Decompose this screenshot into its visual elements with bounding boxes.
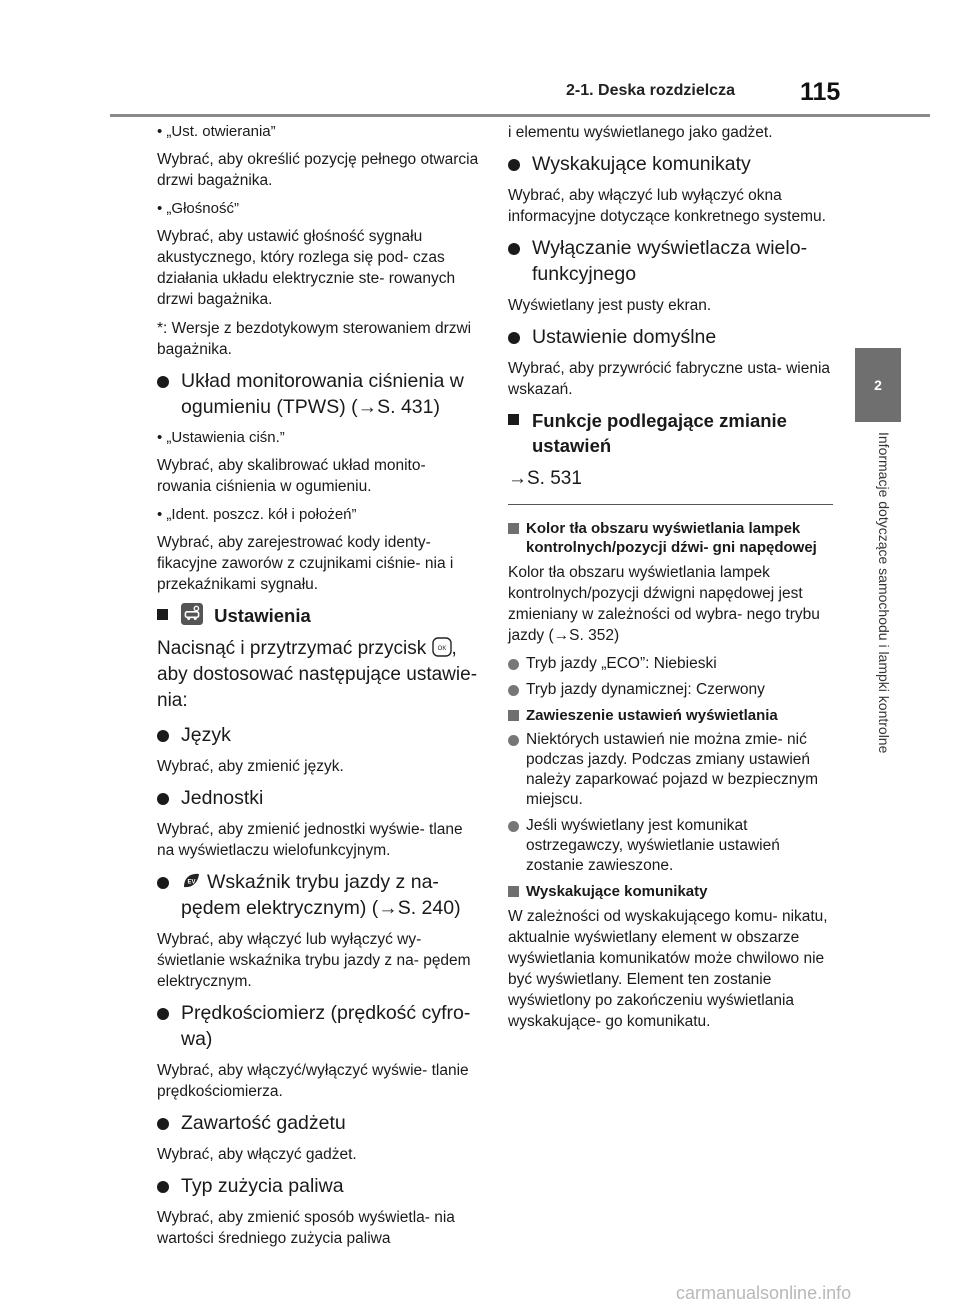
gadget-desc: Wybrać, aby włączyć gadżet. [157,1146,357,1163]
bullet-dot-icon [508,685,519,696]
speedometer-desc: Wybrać, aby włączyć/wyłączyć wyświe- tlanie prędkościomierza. [157,1062,469,1100]
heading-popups: Wyskakujące komunikaty [508,151,833,177]
heading-ev-indicator: EV Wskaźnik trybu jazdy z na- pędem elektrycznym) (→S. 240) [157,869,479,921]
settings-instruction: Nacisnąć i przytrzymać przycisk OK , aby dostosować następujące ustawie- nia: [157,638,478,711]
chapter-tab-label: Informacje dotyczące samochodu i lampki kontrolne [876,432,892,754]
option-volume: • „Głośność” [157,200,239,217]
square-bullet-icon [508,710,519,721]
bullet-dot-icon [157,793,169,805]
bullet-dot-icon [157,1181,169,1193]
option-pressure-settings-desc: Wybrać, aby skalibrować układ monito- rowania ciśnienia w ogumieniu. [157,457,426,495]
units-desc: Wybrać, aby zmienić jednostki wyświe- tlane na wyświetlaczu wielofunkcyjnym. [157,821,463,859]
list-item: Jeśli wyświetlany jest komunikat ostrzegawczy, wyświetlanie ustawień zostanie zawieszone. [508,816,833,876]
bullet-dot-icon [508,332,520,344]
heading-units: Jednostki [157,785,479,811]
header-divider [110,114,930,117]
option-volume-desc: Wybrać, aby ustawić głośność sygnału akustycznego, który rozlega się pod- czas działania układu elektrycznie ste- rowanych drzwi bagażnika. [157,228,456,308]
option-opening-position-desc: Wybrać, aby określić pozycję pełnego otwarcia drzwi bagażnika. [157,151,479,189]
square-bullet-icon [508,414,519,425]
option-pressure-settings: • „Ustawienia ciśn.” [157,429,285,446]
right-column [508,122,833,1040]
functions-reference[interactable]: →S. 531 [508,468,582,489]
subheading-suspension: Zawieszenie ustawień wyświetlania [508,706,833,725]
section-divider [508,504,833,505]
heading-language: Język [157,722,479,748]
background-color-desc: Kolor tła obszaru wyświetlania lampek kontrolnych/pozycji dźwigni napędowej jest zmieniany w zależności od wybra- nego trybu jazdy (→S. 352) [508,564,820,644]
chapter-tab-number[interactable]: 2 [855,348,901,422]
heading-settings: Ustawienia [157,603,479,628]
option-wheel-id-desc: Wybrać, aby zarejestrować kody identy- fikacyjne zaworów z czujnikami ciśnie- nia i przekaźnikami sygnału. [157,534,454,593]
default-desc: Wybrać, aby przywrócić fabryczne usta- wienia wskazań. [508,360,831,398]
footnote: *: Wersje z bezdotykowym sterowaniem drzwi bagażnika. [157,320,472,358]
page-number: 115 [800,78,841,106]
bullet-dot-icon [508,735,519,746]
bullet-dot-icon [508,821,519,832]
bullet-dot-icon [157,1008,169,1020]
ev-indicator-icon [181,871,201,891]
mfd-off-desc: Wyświetlany jest pusty ekran. [508,297,712,314]
fuel-type-desc-cont: i elementu wyświetlanego jako gadżet. [508,124,773,141]
bullet-dot-icon [157,1118,169,1130]
heading-customizable-functions: Funkcje podlegające zmianie ustawień [508,408,833,458]
list-item: Niektórych ustawień nie można zmie- nić podczas jazdy. Podczas zmiany ustawień należy zaparkować pojazd w bezpiecznym miejscu. [508,730,833,810]
bullet-dot-icon [508,659,519,670]
subheading-background-color: Kolor tła obszaru wyświetlania lampek kontrolnych/pozycji dźwi- gni napędowej [508,519,833,557]
heading-gadget: Zawartość gadżetu [157,1110,479,1136]
heading-speedometer: Prędkościomierz (prędkość cyfro- wa) [157,1000,479,1052]
bullet-dot-icon [508,243,520,255]
ev-indicator-desc: Wybrać, aby włączyć lub wyłączyć wy- świetlanie wskaźnika trybu jazdy z na- pędem elektrycznym. [157,931,471,990]
fuel-type-desc: Wybrać, aby zmienić sposób wyświetla- nia wartości średniego zużycia paliwa [157,1209,455,1247]
heading-tpws: Układ monitorowania ciśnienia w ogumieniu (TPWS) (→S. 431) [157,368,479,420]
watermark: carmanualsonline.info [676,1283,852,1303]
bullet-dot-icon [157,877,169,889]
bullet-dot-icon [157,376,169,388]
popups-desc: Wybrać, aby włączyć lub wyłączyć okna informacyjne dotyczące konkretnego systemu. [508,187,826,225]
svg-text:OK: OK [437,646,446,652]
list-item: Tryb jazdy dynamicznej: Czerwony [508,680,833,700]
option-opening-position: • „Ust. otwierania” [157,123,276,140]
settings-car-icon [181,603,203,625]
language-desc: Wybrać, aby zmienić język. [157,758,344,775]
square-bullet-icon [157,609,168,620]
ok-button-icon [432,637,452,657]
square-bullet-icon [508,886,519,897]
svg-text:EV: EV [187,879,196,886]
subheading-popups: Wyskakujące komunikaty [508,882,833,901]
section-title: 2-1. Deska rozdzielcza [566,82,735,99]
option-wheel-id: • „Ident. poszcz. kół i położeń” [157,506,357,523]
left-column [157,122,479,1257]
heading-default: Ustawienie domyślne [508,324,833,350]
bullet-dot-icon [157,730,169,742]
bullet-dot-icon [508,159,520,171]
popups-note-desc: W zależności od wyskakującego komu- nikatu, aktualnie wyświetlany element w obszarze wyświetlania komunikatów może chwilowo nie być wyświetlany. Element ten zostanie wyświetlony po zakończeniu wyświetlania wyskakujące- go komunikatu. [508,908,828,1030]
square-bullet-icon [508,523,519,534]
heading-fuel-type: Typ zużycia paliwa [157,1173,479,1199]
list-item: Tryb jazdy „ECO”: Niebieski [508,654,833,674]
heading-mfd-off: Wyłączanie wyświetlacza wielo- funkcyjnego [508,235,833,287]
